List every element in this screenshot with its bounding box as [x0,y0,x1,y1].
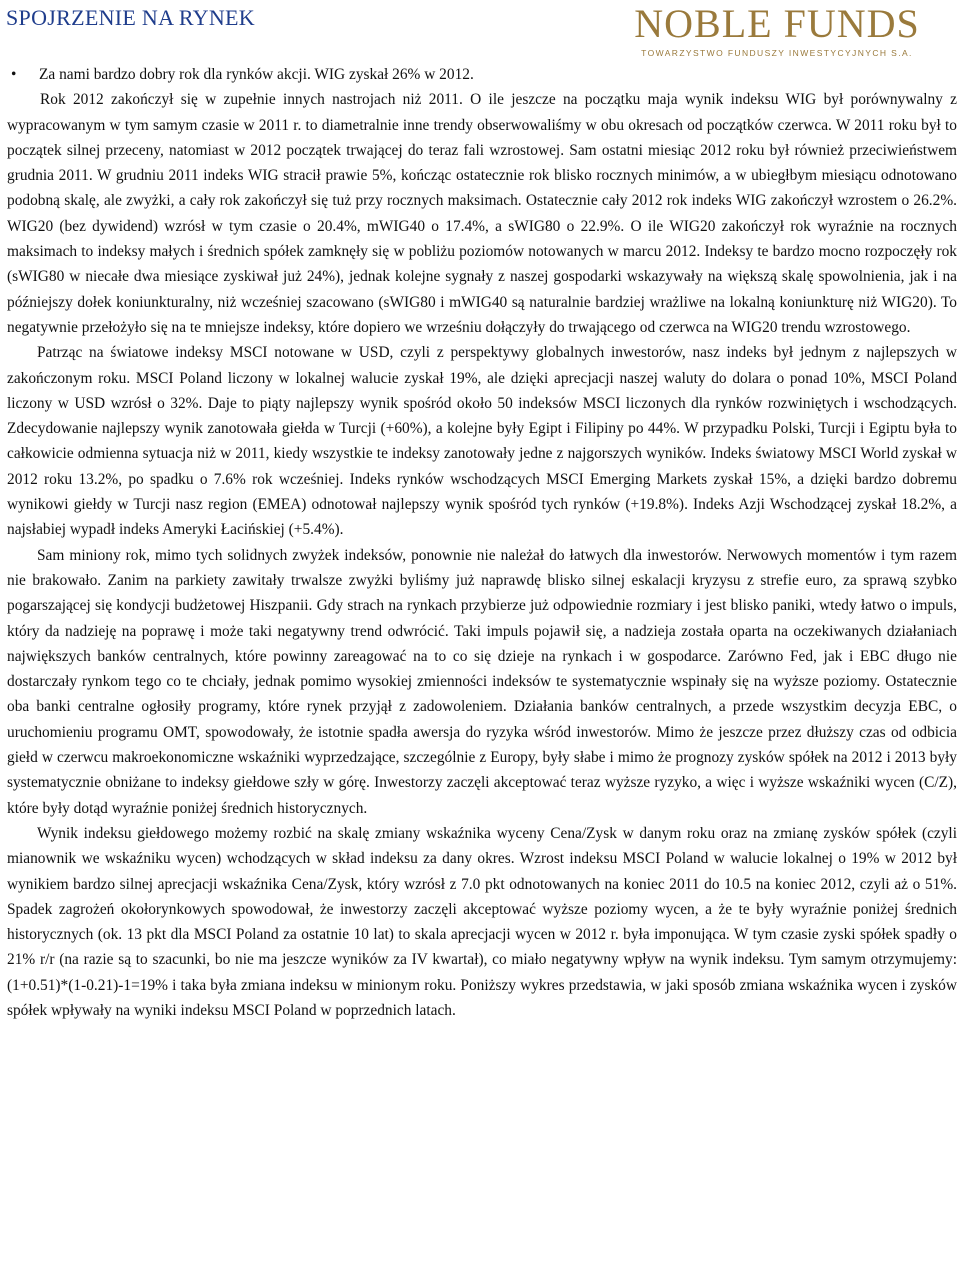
logo-subtitle: TOWARZYSTWO FUNDUSZY INWESTYCYJNYCH S.A. [641,48,913,58]
section-title: SPOJRZENIE NA RYNEK [6,5,255,30]
logo-name: NOBLE FUNDS [634,1,920,46]
paragraph: Sam miniony rok, mimo tych solidnych zwyżek indeksów, ponownie nie należał do łatwych dla inwestorów. Nerwowych momentów i tym razem nie brakowało. Zanim na parkiety zawitały trwalsze zwyżki byliśmy już naprawdę blisko silnej eskalacji kryzysu z strefie euro, za sprawą szybko pogarszającej się kondycji budżetowej Hiszpanii. Gdy strach na rynkach przybierze już odpowiednie rozmiary i jest blisko paniki, wtedy łatwo o impuls, który da nadzieję na poprawę i może taki negatywny trend odwrócić. Taki impuls pojawił się, a nadzieja została oparta na oczekiwanych działaniach największych banków centralnych, które powinny zareagować na to co się dzieje na rynkach i w gospodarce. Zarówno Fed, jak i EBC długo nie dostarczały rynkom tego co te chciały, jednak pomimo wysokiej zmienności indeksów te systematycznie wspinały się na wyższe poziomy. Ostatecznie oba banki centralne ogłosiły programy, które rynek przyjął z zadowoleniem. Działania banków centralnych, a przede wszystkim decyzja EBC, o uruchomieniu programu OMT, spowodowały, że istotnie spadła awersja do ryzyka wśród inwestorów. Mimo że jeszcze przez dłuższy czas od odbicia giełd w czerwcu makroekonomiczne wskaźniki wyprzedzające, szczególnie z Europy, były słabe i mimo że prognozy zysków spółek na 2012 i 2013 były systematycznie obniżane to indeksy giełdowe szły w górę. Inwestorzy zaczęli akceptować teraz wyższe ryzyko, a więc i wyższe wskaźniki wycen (C/Z), które były dotąd wyraźnie poniżej średnich historycznych. [7,546,957,817]
paragraph: Rok 2012 zakończył się w zupełnie innych nastrojach niż 2011. O ile jeszcze na początku maja wynik indeksu WIG był porównywalny z wypracowanym w tym samym czasie w 2011 r. to diametralnie inne trendy obserwowaliśmy w obu okresach od początków czerwca. W 2011 roku był to początek silnej przeceny, natomiast w 2012 początek trwającej do teraz fali wzrostowej. Sam ostatni miesiąc 2012 roku był również przeciwieństwem grudnia 2011. W grudniu 2011 indeks WIG stracił prawie 5%, kończąc ostatecznie rok blisko rocznych minimów, a w ubiegłbym miesiącu odnotowano podobną skalę, ale zwyżki, a cały rok zakończył się tuż przy rocznych maksimach. Ostatecznie cały 2012 rok indeks WIG zakończył wzrostem o 26.2%. WIG20 (bez dywidend) wzrósł w tym czasie o 20.4%, mWIG40 o 17.4%, a sWIG80 o 22.9%. O ile WIG20 zakończył rok wyraźnie na rocznych maksimach to indeksy małych i średnich spółek zamknęły się w pobliżu poziomów notowanych w marcu 2012. Indeksy te bardzo mocno rozpoczęły rok (sWIG80 w niecałe dwa miesiące zyskiwał już 24%), jednak kolejne sygnały z naszej gospodarki wskazywały na większą skalę spowolnienia, jak i na późniejszy dołek koniunkturalny, niż wcześniej szacowano (sWIG80 i mWIG40 są naturalnie bardziej wrażliwe na lokalną koniunkturę niż WIG20). To negatywnie przełożyło się na te mniejsze indeksy, które dopiero we wrześniu dołączyły do trwającego od czerwca na WIG20 trendu wzrostowego. [7,91,957,336]
article-body [7,62,957,1023]
company-logo [632,1,922,62]
headline-item [7,62,957,87]
paragraph: Wynik indeksu giełdowego możemy rozbić na skalę zmiany wskaźnika wyceny Cena/Zysk w danym roku oraz na zmianę zysków spółek (czyli mianownik we wskaźniku wycen) wchodzących w skład indeksu za dany okres. Wzrost indeksu MSCI Poland w walucie lokalnej o 19% w 2012 był wynikiem bardzo silnej aprecjacji wskaźnika Cena/Zysk, który wzrósł z 7.0 pkt odnotowanych na koniec 2011 do 10.5 na koniec 2012, czyli aż o 51%. Spadek zagrożeń okołorynkowych spowodował, że inwestorzy zaczęli akceptować wyższe poziomy wycen, a że te były wyraźnie poniżej średnich historycznych (ok. 13 pkt dla MSCI Poland za ostatnie 10 lat) to skala aprecjacji wycen w 2012 r. była imponująca. W tym czasie zyski spółek spadły o 21% r/r (na razie są to szacunki, bo nie ma jeszcze wyników za IV kwartał), co miało negatywny wpływ na wynik indeksu. Tym samym otrzymujemy: (1+0.51)*(1-0.21)-1=19% i taka była zmiana indeksu w minionym roku. Poniższy wykres przedstawia, w jaki sposób zmiana wskaźnika wycen i zysków spółek wpływały na wyniki indeksu MSCI Poland w poprzednich latach. [7,824,957,1019]
article-headline: Za nami bardzo dobry rok dla rynków akcji. WIG zyskał 26% w 2012. [39,66,474,83]
paragraph: Patrząc na światowe indeksy MSCI notowane w USD, czyli z perspektywy globalnych inwestorów, nasz indeks był jednym z najlepszych w zakończonym roku. MSCI Poland liczony w lokalnej walucie zyskał 19%, ale dzięki aprecjacji naszej waluty do dolara o ponad 10%, MSCI Poland liczony w USD wzrósł o 32%. Daje to piąty najlepszy wynik spośród około 50 indeksów MSCI liczonych dla rynków rozwiniętych i wschodzących. Zdecydowanie najlepszy wynik zanotowała giełda w Turcji (+60%), a kolejne były Egipt i Filipiny po 44%. W przypadku Polski, Turcji i Egiptu była to całkowicie odmienna sytuacja niż w 2011, kiedy wszystkie te indeksy zanotowały jedne z najgorszych wyników. Indeks światowy MSCI World zyskał w 2012 roku 13.2%, po spadku o 7.6% rok wcześniej. Indeks rynków wschodzących MSCI Emerging Markets zyskał 15%, a dzięki bardzo dobremu wynikowi giełdy w Turcji nasz region (EMEA) odnotował najlepszy wynik spośród tych rynków (+19.8%). Indeks Azji Wschodzącej zyskał 18.2%, a najsłabiej wypadł indeks Ameryki Łacińskiej (+5.4%). [7,344,957,539]
bullet-icon: • [11,66,17,83]
